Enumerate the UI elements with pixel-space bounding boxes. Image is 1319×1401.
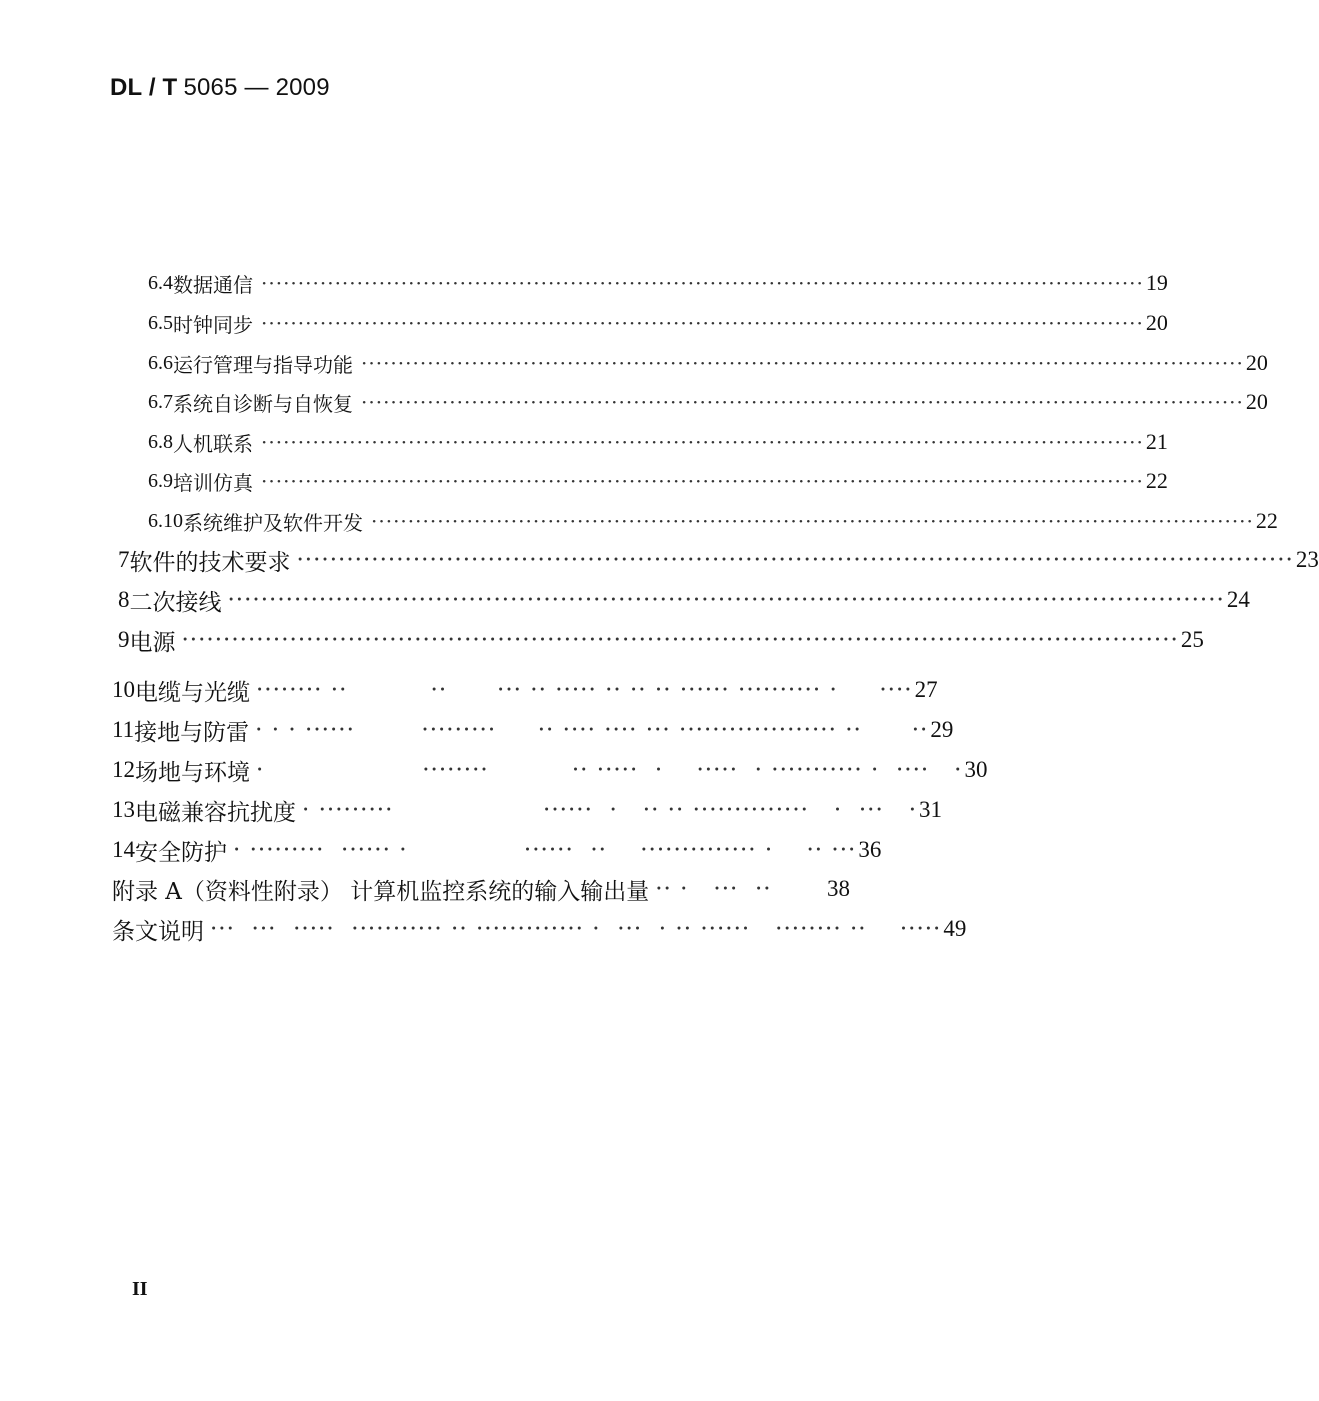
- toc-entry-number: 9: [118, 627, 130, 652]
- toc-entry-title: 运行管理与指导功能: [173, 352, 353, 377]
- toc-entry-number: 8: [118, 587, 130, 612]
- toc-entry-7[interactable]: [118, 543, 1319, 577]
- toc-leader-dots: · ········ ·· ····· · ····· · ··········· · ···· ·: [256, 757, 963, 783]
- toc-entry-number: 6.6: [148, 351, 173, 374]
- page-number-roman: II: [132, 1278, 148, 1300]
- toc-entry-title: 电源: [129, 629, 176, 656]
- toc-entry-page: 24: [1226, 587, 1250, 612]
- toc-entry-page: 23: [1295, 547, 1319, 572]
- toc-leader-dots: ························································································································: [261, 311, 1144, 335]
- toc-entry-explanation[interactable]: [112, 912, 967, 946]
- document-header: [110, 74, 330, 102]
- toc-entry-page: 22: [1255, 508, 1278, 533]
- toc-entry-9[interactable]: [118, 623, 1204, 657]
- toc-leader-dots: ························································································································: [261, 271, 1144, 295]
- toc-entry-number: 11: [112, 717, 135, 742]
- toc-entry-page: 30: [964, 757, 988, 782]
- toc-entry-6-6[interactable]: [148, 348, 1268, 378]
- toc-entry-page: 20: [1245, 389, 1268, 414]
- toc-leader-dots: · ········· ······ · ·· ·· ·············· · ··· ·: [302, 797, 918, 823]
- toc-entry-number: 10: [112, 677, 135, 702]
- toc-entry-11[interactable]: [112, 713, 954, 747]
- toc-entry-page: 19: [1145, 270, 1168, 295]
- toc-entry-title: 条文说明: [112, 918, 204, 945]
- toc-entry-number: 6.8: [148, 430, 173, 453]
- toc-entry-page: 36: [858, 837, 882, 862]
- toc-entry-title: 时钟同步: [173, 312, 253, 337]
- toc-leader-dots: ························································································································: [371, 509, 1254, 533]
- toc-entry-title: 接地与防雷: [134, 719, 250, 746]
- toc-entry-title: 系统自诊断与自恢复: [173, 391, 353, 416]
- toc-leader-dots: ························································································································: [261, 430, 1144, 454]
- toc-leader-dots: · · · ······ ········· ·· ···· ···· ··· ··················· ·· ··: [255, 717, 929, 743]
- toc-entry-6-7[interactable]: [148, 387, 1268, 417]
- toc-entry-title: 电缆与光缆: [135, 679, 250, 706]
- toc-entry-6-5[interactable]: [148, 308, 1168, 338]
- toc-entry-page: 20: [1245, 350, 1268, 375]
- toc-entry-10[interactable]: [112, 673, 938, 707]
- toc-entry-number: 14: [112, 837, 135, 862]
- toc-entry-title: 系统维护及软件开发: [183, 510, 363, 535]
- toc-entry-number: 6.9: [148, 469, 173, 492]
- toc-entry-title: 安全防护: [135, 839, 227, 866]
- toc-entry-appendix-a[interactable]: [112, 872, 850, 906]
- toc-entry-page: 29: [930, 717, 954, 742]
- toc-leader-dots: · ········· ······ · ······ ·· ·············· · ·· ···: [233, 837, 857, 863]
- toc-leader-dots: ··· ··· ····· ··········· ·· ············· · ··· · ·· ······ ········ ·· ·····: [210, 916, 942, 942]
- toc-entry-page: 25: [1180, 627, 1204, 652]
- toc-entry-page: 22: [1145, 468, 1168, 493]
- toc-entry-title: 人机联系: [173, 431, 253, 456]
- toc-entry-title: 场地与环境: [135, 759, 250, 786]
- toc-entry-number: 12: [112, 757, 135, 782]
- toc-entry-6-4[interactable]: [148, 268, 1168, 298]
- toc-leader-dots: ························································································································: [296, 547, 1294, 573]
- toc-entry-title: 二次接线: [129, 589, 222, 616]
- toc-entry-number: 7: [118, 547, 130, 572]
- toc-leader-dots: ········ ·· ·· ··· ·· ····· ·· ·· ·· ······ ·········· · ····: [256, 677, 913, 703]
- toc-entry-number: 6.7: [148, 390, 173, 413]
- toc-entry-12[interactable]: [112, 753, 988, 787]
- toc-leader-dots: ·· · ··· ··: [655, 876, 772, 902]
- toc-entry-number: 13: [112, 797, 135, 822]
- toc-entry-title: 附录 A（资料性附录） 计算机监控系统的输入输出量: [112, 878, 650, 905]
- toc-entry-page: 20: [1145, 310, 1168, 335]
- toc-leader-dots: ························································································································: [181, 627, 1179, 653]
- toc-entry-14[interactable]: [112, 833, 882, 867]
- standard-prefix: DL / T: [110, 74, 178, 101]
- toc-entry-number: 6.4: [148, 271, 173, 294]
- toc-entry-title: 软件的技术要求: [129, 549, 291, 576]
- toc-leader-dots: ························································································································: [361, 351, 1244, 375]
- toc-entry-6-8[interactable]: [148, 427, 1168, 457]
- toc-entry-13[interactable]: [112, 793, 943, 827]
- toc-entry-6-9[interactable]: [148, 466, 1168, 496]
- toc-leader-dots: ························································································································: [227, 587, 1225, 613]
- toc-entry-number: 6.5: [148, 311, 173, 334]
- toc-entry-8[interactable]: [118, 583, 1250, 617]
- toc-entry-page: 21: [1145, 429, 1168, 454]
- toc-entry-title: 数据通信: [173, 272, 253, 297]
- toc-entry-page: 49: [943, 916, 967, 941]
- toc-entry-number: 6.10: [148, 509, 183, 532]
- toc-entry-page: 27: [914, 677, 938, 702]
- toc-entry-page: 31: [919, 797, 943, 822]
- toc-entry-page: 38: [827, 876, 850, 901]
- toc-leader-dots: ························································································································: [361, 390, 1244, 414]
- toc-entry-title: 培训仿真: [173, 470, 253, 495]
- standard-number: 5065 — 2009: [183, 74, 330, 101]
- toc-leader-dots: ························································································································: [261, 469, 1144, 493]
- toc-entry-title: 电磁兼容抗扰度: [135, 799, 296, 826]
- toc-entry-6-10[interactable]: [148, 506, 1278, 536]
